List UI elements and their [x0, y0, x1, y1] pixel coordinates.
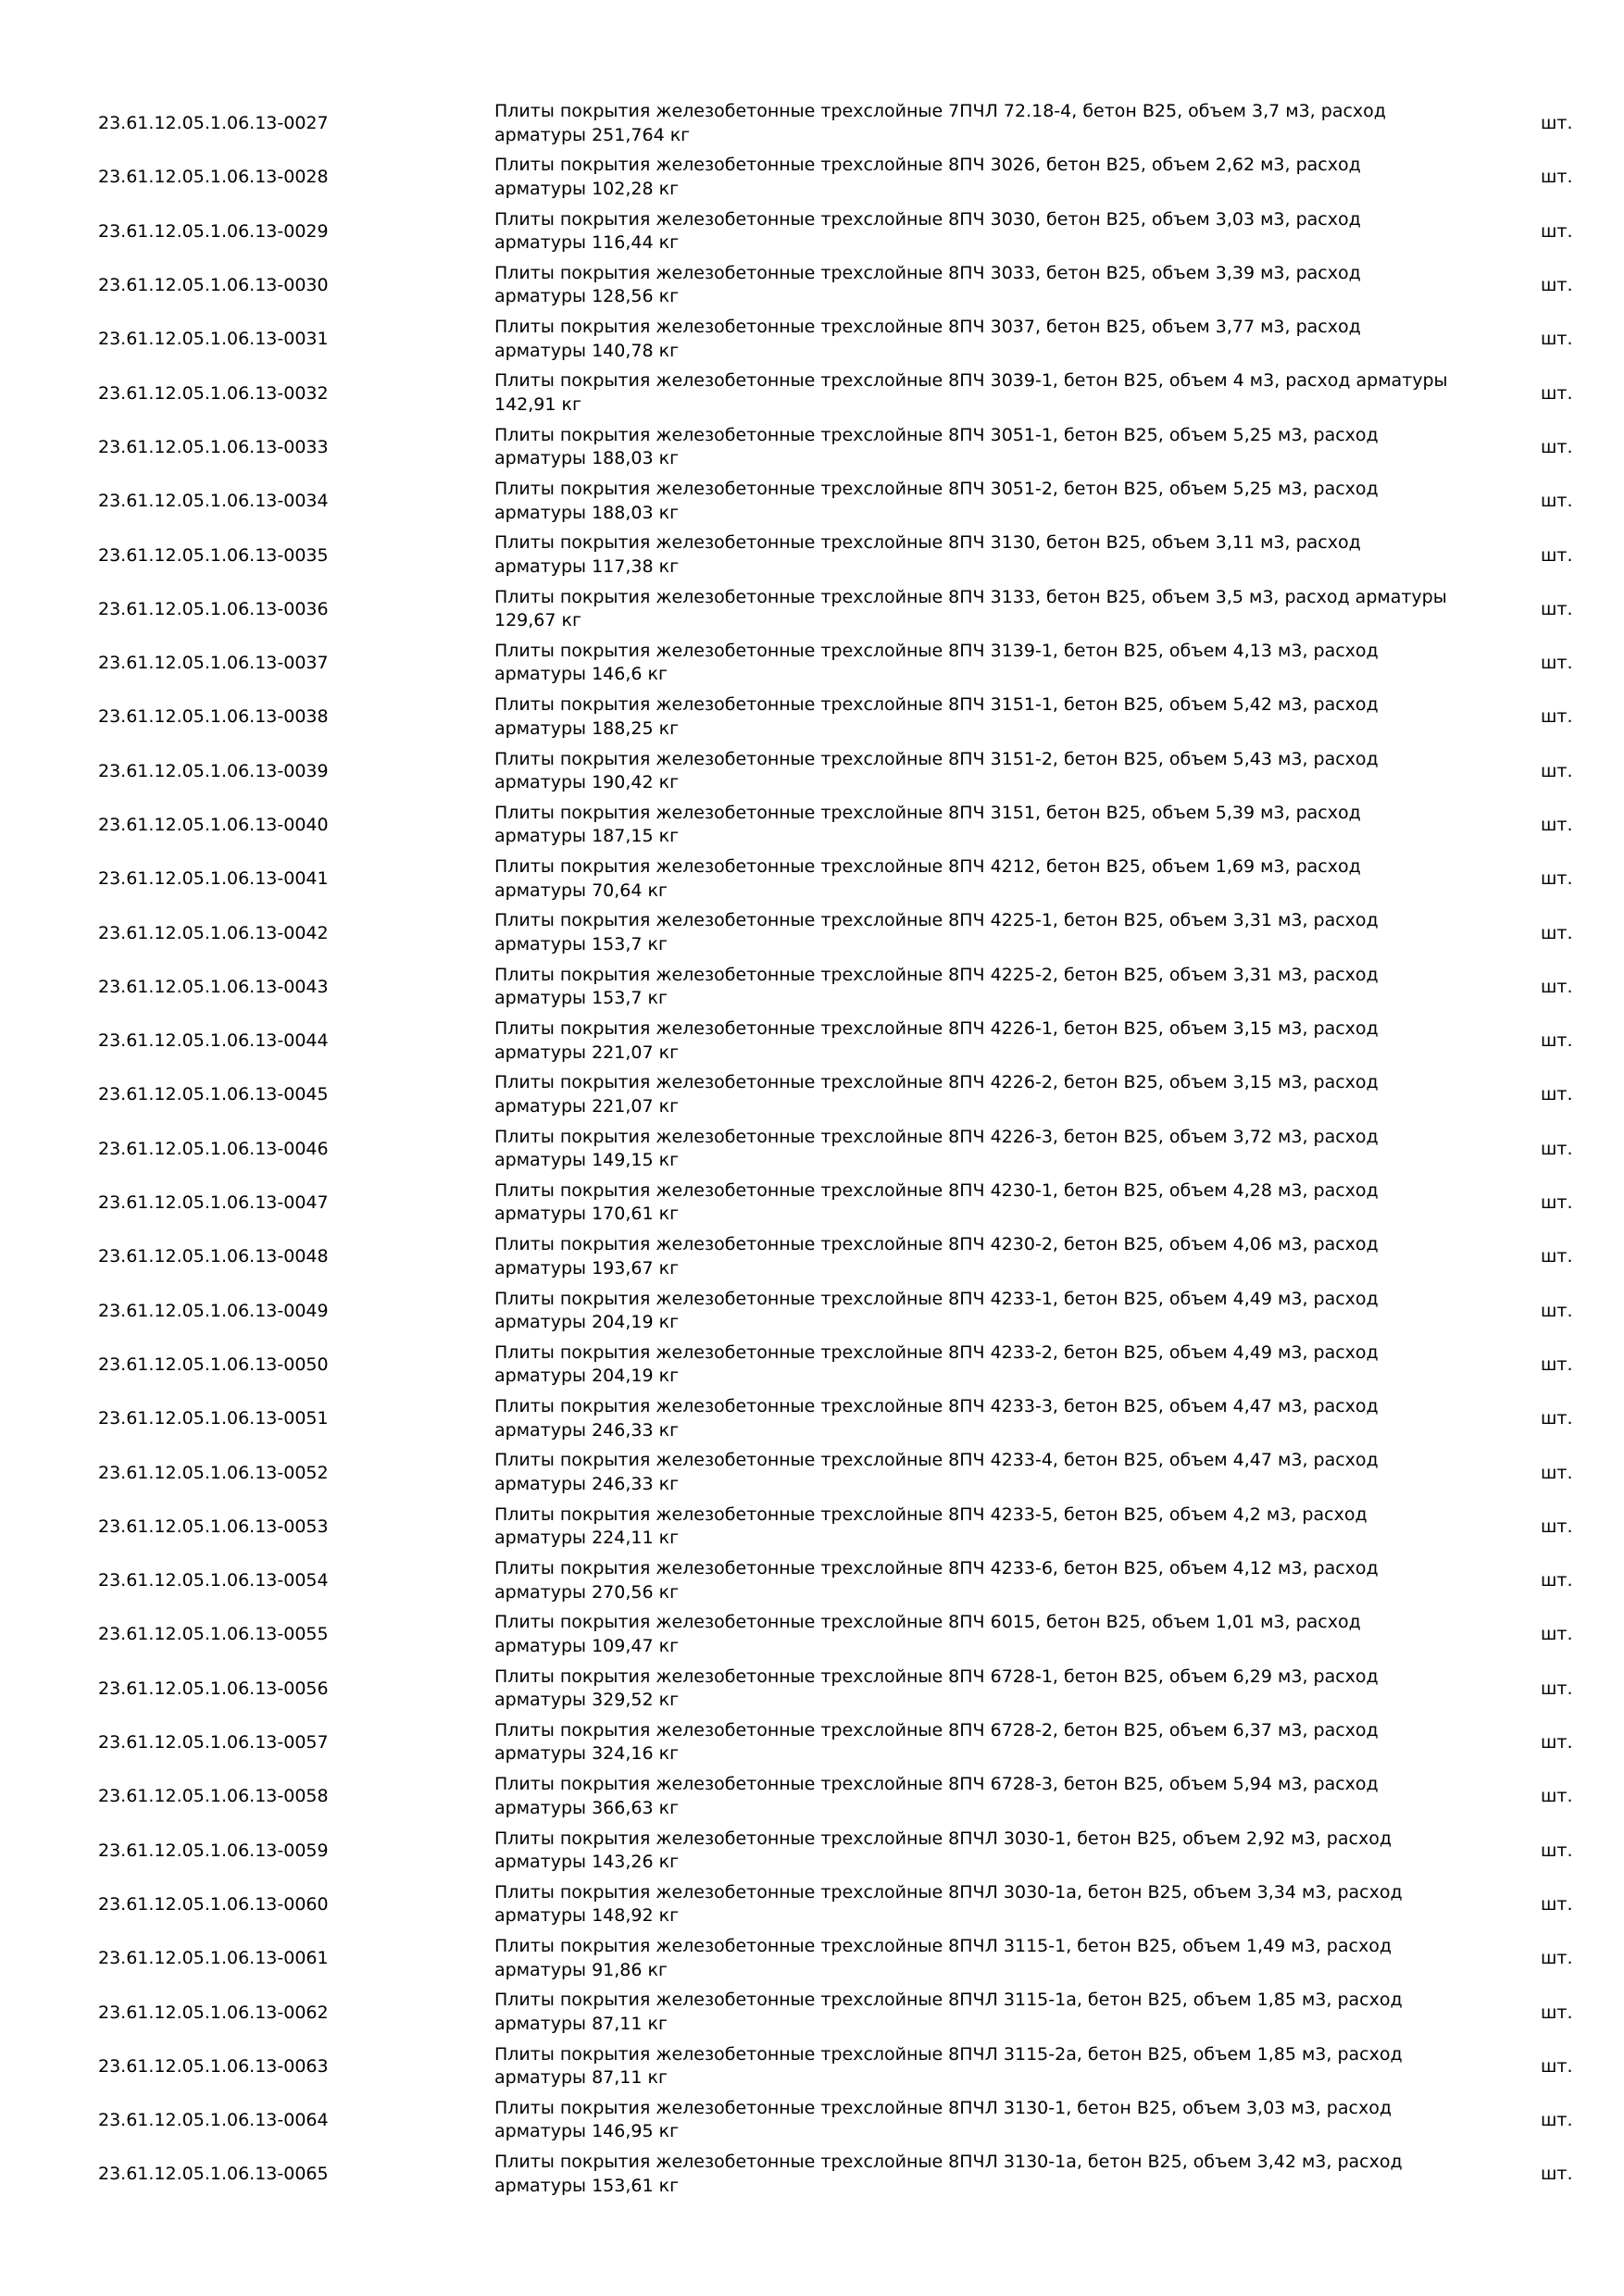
resource-code: 23.61.12.05.1.06.13-0046: [98, 1138, 329, 1159]
resource-description: [494, 1611, 1467, 1658]
table-row: [0, 150, 1624, 204]
description-line-2: арматуры 221,07 кг: [494, 1095, 680, 1117]
resource-description: [494, 1341, 1467, 1389]
unit-of-measure: шт.: [1541, 1516, 1573, 1537]
table-row: [0, 1769, 1624, 1823]
description-line-1: Плиты покрытия железобетонные трехслойные 8ПЧ 6728-2, бетон В25, объем 6,37 м3, расход: [494, 1719, 1379, 1741]
description-line-1: Плиты покрытия железобетонные трехслойные 8ПЧ 3037, бетон В25, объем 3,77 м3, расход: [494, 317, 1361, 338]
description-line-2: арматуры 146,95 кг: [494, 2121, 680, 2142]
unit-of-measure: шт.: [1541, 382, 1573, 404]
resource-code: 23.61.12.05.1.06.13-0036: [98, 598, 329, 619]
description-line-1: Плиты покрытия железобетонные трехслойные 8ПЧ 4233-4, бетон В25, объем 4,47 м3, расход: [494, 1450, 1379, 1471]
table-row: [0, 2147, 1624, 2201]
table-row: [0, 690, 1624, 743]
unit-of-measure: шт.: [1541, 275, 1573, 296]
unit-of-measure: шт.: [1541, 653, 1573, 674]
description-line-1: Плиты покрытия железобетонные трехслойные 8ПЧ 3130, бетон В25, объем 3,11 м3, расход: [494, 532, 1361, 554]
resource-code: 23.61.12.05.1.06.13-0051: [98, 1408, 329, 1429]
resource-code: 23.61.12.05.1.06.13-0042: [98, 922, 329, 943]
description-line-2: арматуры 87,11 кг: [494, 2067, 668, 2089]
description-line-2: арматуры 188,03 кг: [494, 502, 680, 523]
resource-code: 23.61.12.05.1.06.13-0064: [98, 2110, 329, 2131]
table-row: [0, 1716, 1624, 1769]
description-line-1: Плиты покрытия железобетонные трехслойные 8ПЧ 4226-2, бетон В25, объем 3,15 м3, расход: [494, 1072, 1379, 1093]
description-line-2: арматуры 246,33 кг: [494, 1419, 680, 1441]
description-line-1: Плиты покрытия железобетонные трехслойные 8ПЧ 3139-1, бетон В25, объем 4,13 м3, расход: [494, 640, 1379, 661]
description-line-1: Плиты покрытия железобетонные трехслойные 8ПЧ 3033, бетон В25, объем 3,39 м3, расход: [494, 262, 1361, 283]
resource-description: [494, 1449, 1467, 1496]
resource-description: [494, 802, 1467, 849]
unit-of-measure: шт.: [1541, 329, 1573, 350]
resource-code: 23.61.12.05.1.06.13-0037: [98, 653, 329, 674]
description-line-1: Плиты покрытия железобетонные трехслойные 8ПЧ 6728-1, бетон В25, объем 6,29 м3, расход: [494, 1666, 1379, 1687]
resource-description: [494, 2151, 1467, 2198]
unit-of-measure: шт.: [1541, 1300, 1573, 1321]
table-row: [0, 1662, 1624, 1716]
resource-description: [494, 1504, 1467, 1551]
description-line-1: Плиты покрытия железобетонные трехслойные 8ПЧ 4233-5, бетон В25, объем 4,2 м3, расход: [494, 1504, 1368, 1525]
resource-description: [494, 1989, 1467, 2036]
description-line-2: арматуры 324,16 кг: [494, 1743, 680, 1765]
table-row: [0, 960, 1624, 1014]
table-row: [0, 582, 1624, 636]
resource-code: 23.61.12.05.1.06.13-0034: [98, 491, 329, 512]
description-line-2: арматуры 109,47 кг: [494, 1635, 680, 1656]
resource-description: [494, 369, 1467, 417]
resource-description: [494, 1828, 1467, 1875]
description-line-2: арматуры 204,19 кг: [494, 1366, 680, 1387]
description-line-2: арматуры 148,92 кг: [494, 1905, 680, 1927]
description-line-1: Плиты покрытия железобетонные трехслойные 8ПЧ 3051-2, бетон В25, объем 5,25 м3, расход: [494, 479, 1379, 500]
description-line-1: Плиты покрытия железобетонные трехслойные 8ПЧ 4233-2, бетон В25, объем 4,49 м3, расход: [494, 1341, 1379, 1363]
description-line-2: арматуры 153,7 кг: [494, 933, 668, 955]
resource-code: 23.61.12.05.1.06.13-0039: [98, 760, 329, 781]
resource-code: 23.61.12.05.1.06.13-0030: [98, 275, 329, 296]
resource-description: [494, 1017, 1467, 1065]
description-line-2: арматуры 246,33 кг: [494, 1473, 680, 1494]
resource-description: [494, 1395, 1467, 1442]
description-line-1: Плиты покрытия железобетонные трехслойные 8ПЧ 3030, бетон В25, объем 3,03 м3, расход: [494, 208, 1361, 230]
resource-description: [494, 1126, 1467, 1173]
description-line-2: арматуры 251,764 кг: [494, 124, 691, 145]
unit-of-measure: шт.: [1541, 544, 1573, 566]
description-line-2: арматуры 188,25 кг: [494, 718, 680, 739]
resource-code: 23.61.12.05.1.06.13-0043: [98, 976, 329, 997]
resource-description: [494, 1071, 1467, 1118]
table-row: [0, 1176, 1624, 1229]
resource-description: [494, 1881, 1467, 1928]
resource-code: 23.61.12.05.1.06.13-0040: [98, 815, 329, 835]
resource-code: 23.61.12.05.1.06.13-0032: [98, 382, 329, 404]
description-line-2: арматуры 190,42 кг: [494, 772, 680, 793]
description-line-2: арматуры 270,56 кг: [494, 1581, 680, 1603]
resource-code: 23.61.12.05.1.06.13-0057: [98, 1732, 329, 1753]
description-line-1: Плиты покрытия железобетонные трехслойные 8ПЧ 4226-3, бетон В25, объем 3,72 м3, расход: [494, 1126, 1379, 1147]
unit-of-measure: шт.: [1541, 1840, 1573, 1861]
description-line-1: Плиты покрытия железобетонные трехслойные 7ПЧЛ 72.18-4, бетон В25, объем 3,7 м3, расход: [494, 101, 1386, 121]
description-line-1: Плиты покрытия железобетонные трехслойные 8ПЧЛ 3030-1, бетон В25, объем 2,92 м3, расход: [494, 1828, 1392, 1849]
resource-description: [494, 1557, 1467, 1604]
unit-of-measure: шт.: [1541, 815, 1573, 835]
table-row: [0, 1554, 1624, 1607]
resource-description: [494, 964, 1467, 1011]
description-line-1: Плиты покрытия железобетонные трехслойные 8ПЧ 3151-2, бетон В25, объем 5,43 м3, расход: [494, 748, 1379, 769]
description-line-1: Плиты покрытия железобетонные трехслойные 8ПЧ 4230-1, бетон В25, объем 4,28 м3, расход: [494, 1179, 1379, 1201]
table-row: [0, 1229, 1624, 1283]
resource-description: [494, 1773, 1467, 1820]
description-line-2: арматуры 146,6 кг: [494, 664, 668, 685]
description-line-2: арматуры 366,63 кг: [494, 1797, 680, 1818]
unit-of-measure: шт.: [1541, 1893, 1573, 1915]
unit-of-measure: шт.: [1541, 1678, 1573, 1699]
resource-description: [494, 1288, 1467, 1335]
description-line-1: Плиты покрытия железобетонные трехслойные 8ПЧ 4233-1, бетон В25, объем 4,49 м3, расход: [494, 1288, 1379, 1309]
description-line-2: арматуры 187,15 кг: [494, 826, 680, 847]
table-row: [0, 1391, 1624, 1445]
description-line-1: Плиты покрытия железобетонные трехслойные 8ПЧ 4233-3, бетон В25, объем 4,47 м3, расход: [494, 1396, 1379, 1417]
resource-code: 23.61.12.05.1.06.13-0045: [98, 1084, 329, 1105]
resource-description: [494, 1719, 1467, 1766]
resource-code: 23.61.12.05.1.06.13-0035: [98, 544, 329, 566]
description-line-1: Плиты покрытия железобетонные трехслойные 8ПЧ 6728-3, бетон В25, объем 5,94 м3, расход: [494, 1774, 1379, 1795]
table-row: [0, 2040, 1624, 2093]
resource-description: [494, 478, 1467, 525]
table-row: [0, 1122, 1624, 1176]
description-line-2: арматуры 116,44 кг: [494, 232, 680, 254]
resource-code: 23.61.12.05.1.06.13-0038: [98, 706, 329, 728]
unit-of-measure: шт.: [1541, 922, 1573, 943]
unit-of-measure: шт.: [1541, 1354, 1573, 1375]
description-line-1: Плиты покрытия железобетонные трехслойные 8ПЧ 3039-1, бетон В25, объем 4 м3, расход арматуры: [494, 370, 1448, 392]
description-line-1: Плиты покрытия железобетонные трехслойные 8ПЧ 4233-6, бетон В25, объем 4,12 м3, расход: [494, 1558, 1379, 1579]
table-row: [0, 744, 1624, 798]
description-line-2: 129,67 кг: [494, 610, 581, 631]
resource-code: 23.61.12.05.1.06.13-0062: [98, 2002, 329, 2023]
table-row: [0, 1931, 1624, 1985]
resource-code: 23.61.12.05.1.06.13-0027: [98, 113, 329, 134]
table-row: [0, 1067, 1624, 1121]
document-page: [0, 96, 1624, 2202]
resource-description: [494, 531, 1467, 579]
unit-of-measure: шт.: [1541, 436, 1573, 457]
resource-code: 23.61.12.05.1.06.13-0050: [98, 1354, 329, 1375]
resource-code: 23.61.12.05.1.06.13-0053: [98, 1516, 329, 1537]
unit-of-measure: шт.: [1541, 2002, 1573, 2023]
table-row: [0, 205, 1624, 258]
resource-description: [494, 855, 1467, 903]
resource-description: [494, 748, 1467, 795]
description-line-2: арматуры 117,38 кг: [494, 555, 680, 577]
resource-code: 23.61.12.05.1.06.13-0065: [98, 2164, 329, 2185]
resource-code: 23.61.12.05.1.06.13-0059: [98, 1840, 329, 1861]
description-line-2: арматуры 170,61 кг: [494, 1204, 680, 1225]
table-row: [0, 258, 1624, 312]
unit-of-measure: шт.: [1541, 868, 1573, 890]
description-line-2: арматуры 70,64 кг: [494, 880, 668, 901]
unit-of-measure: шт.: [1541, 1462, 1573, 1483]
description-line-1: Плиты покрытия железобетонные трехслойные 8ПЧ 3026, бетон В25, объем 2,62 м3, расход: [494, 155, 1361, 176]
description-line-2: арматуры 204,19 кг: [494, 1312, 680, 1333]
table-row: [0, 852, 1624, 905]
description-line-1: Плиты покрытия железобетонные трехслойные 8ПЧЛ 3115-1а, бетон В25, объем 1,85 м3, расход: [494, 1990, 1403, 2011]
description-line-1: Плиты покрытия железобетонные трехслойные 8ПЧЛ 3030-1а, бетон В25, объем 3,34 м3, расход: [494, 1881, 1403, 1903]
resource-code: 23.61.12.05.1.06.13-0041: [98, 868, 329, 890]
unit-of-measure: шт.: [1541, 1948, 1573, 1969]
resource-description: [494, 100, 1467, 147]
unit-of-measure: шт.: [1541, 1570, 1573, 1591]
table-row: [0, 798, 1624, 852]
unit-of-measure: шт.: [1541, 113, 1573, 134]
resource-description: [494, 154, 1467, 201]
description-line-1: Плиты покрытия железобетонные трехслойные 8ПЧЛ 3115-2а, бетон В25, объем 1,85 м3, расход: [494, 2043, 1403, 2065]
description-line-1: Плиты покрытия железобетонные трехслойные 8ПЧ 4225-2, бетон В25, объем 3,31 м3, расход: [494, 964, 1379, 985]
resource-code: 23.61.12.05.1.06.13-0054: [98, 1570, 329, 1591]
unit-of-measure: шт.: [1541, 491, 1573, 512]
table-row: [0, 1985, 1624, 2039]
unit-of-measure: шт.: [1541, 1084, 1573, 1105]
resource-code: 23.61.12.05.1.06.13-0028: [98, 167, 329, 188]
unit-of-measure: шт.: [1541, 976, 1573, 997]
description-line-1: Плиты покрытия железобетонные трехслойные 8ПЧЛ 3130-1а, бетон В25, объем 3,42 м3, расход: [494, 2152, 1403, 2173]
table-row: [0, 1338, 1624, 1391]
resource-description: [494, 1666, 1467, 1713]
resource-code: 23.61.12.05.1.06.13-0048: [98, 1246, 329, 1267]
resource-description: [494, 2043, 1467, 2090]
table-row: [0, 1284, 1624, 1338]
description-line-2: арматуры 87,11 кг: [494, 2013, 668, 2034]
description-line-2: арматуры 143,26 кг: [494, 1852, 680, 1872]
table-row: [0, 96, 1624, 150]
resource-code: 23.61.12.05.1.06.13-0058: [98, 1786, 329, 1807]
description-line-1: Плиты покрытия железобетонные трехслойные 8ПЧ 6015, бетон В25, объем 1,01 м3, расход: [494, 1612, 1361, 1633]
description-line-2: арматуры 188,03 кг: [494, 448, 680, 469]
resource-description: [494, 586, 1467, 633]
table-row: [0, 1014, 1624, 1067]
unit-of-measure: шт.: [1541, 1732, 1573, 1753]
resource-code: 23.61.12.05.1.06.13-0044: [98, 1030, 329, 1052]
description-line-2: 142,91 кг: [494, 393, 581, 415]
description-line-2: арматуры 153,61 кг: [494, 2175, 680, 2196]
unit-of-measure: шт.: [1541, 1246, 1573, 1267]
resource-code: 23.61.12.05.1.06.13-0063: [98, 2055, 329, 2077]
unit-of-measure: шт.: [1541, 706, 1573, 728]
table-row: [0, 420, 1624, 474]
unit-of-measure: шт.: [1541, 1408, 1573, 1429]
resource-description: [494, 640, 1467, 687]
resource-code: 23.61.12.05.1.06.13-0033: [98, 436, 329, 457]
description-line-2: арматуры 221,07 кг: [494, 1042, 680, 1063]
table-row: [0, 1445, 1624, 1499]
table-row: [0, 1878, 1624, 1931]
unit-of-measure: шт.: [1541, 167, 1573, 188]
resource-description: [494, 909, 1467, 956]
description-line-2: арматуры 193,67 кг: [494, 1257, 680, 1279]
description-line-1: Плиты покрытия железобетонные трехслойные 8ПЧ 3051-1, бетон В25, объем 5,25 м3, расход: [494, 424, 1379, 445]
resource-code: 23.61.12.05.1.06.13-0047: [98, 1192, 329, 1214]
unit-of-measure: шт.: [1541, 2110, 1573, 2131]
unit-of-measure: шт.: [1541, 220, 1573, 242]
resource-description: [494, 262, 1467, 309]
description-line-1: Плиты покрытия железобетонные трехслойные 8ПЧ 3151-1, бетон В25, объем 5,42 м3, расход: [494, 694, 1379, 716]
description-line-1: Плиты покрытия железобетонные трехслойные 8ПЧЛ 3115-1, бетон В25, объем 1,49 м3, расход: [494, 1936, 1392, 1957]
description-line-2: арматуры 149,15 кг: [494, 1150, 680, 1171]
description-line-1: Плиты покрытия железобетонные трехслойные 8ПЧ 3133, бетон В25, объем 3,5 м3, расход арматуры: [494, 586, 1447, 607]
description-line-2: арматуры 224,11 кг: [494, 1528, 680, 1549]
unit-of-measure: шт.: [1541, 1786, 1573, 1807]
resource-code: 23.61.12.05.1.06.13-0056: [98, 1678, 329, 1699]
table-row: [0, 366, 1624, 419]
table-row: [0, 2093, 1624, 2147]
table-row: [0, 474, 1624, 528]
description-line-2: арматуры 91,86 кг: [494, 1959, 668, 1980]
resource-description: [494, 1179, 1467, 1227]
description-line-1: Плиты покрытия железобетонные трехслойные 8ПЧ 4230-2, бетон В25, объем 4,06 м3, расход: [494, 1234, 1379, 1255]
description-line-2: арматуры 140,78 кг: [494, 340, 680, 361]
resource-description: [494, 424, 1467, 471]
description-line-1: Плиты покрытия железобетонные трехслойные 8ПЧ 4225-1, бетон В25, объем 3,31 м3, расход: [494, 910, 1379, 931]
unit-of-measure: шт.: [1541, 1192, 1573, 1214]
description-line-2: арматуры 329,52 кг: [494, 1690, 680, 1711]
resource-code: 23.61.12.05.1.06.13-0049: [98, 1300, 329, 1321]
description-line-1: Плиты покрытия железобетонные трехслойные 8ПЧЛ 3130-1, бетон В25, объем 3,03 м3, расход: [494, 2097, 1392, 2118]
table-row: [0, 1607, 1624, 1661]
resource-code: 23.61.12.05.1.06.13-0055: [98, 1624, 329, 1645]
resource-description: [494, 1233, 1467, 1280]
resource-code: 23.61.12.05.1.06.13-0029: [98, 220, 329, 242]
resource-description: [494, 693, 1467, 741]
resource-code: 23.61.12.05.1.06.13-0060: [98, 1893, 329, 1915]
description-line-1: Плиты покрытия железобетонные трехслойные 8ПЧ 3151, бетон В25, объем 5,39 м3, расход: [494, 802, 1361, 823]
resource-description: [494, 316, 1467, 363]
resource-code: 23.61.12.05.1.06.13-0031: [98, 329, 329, 350]
table-row: [0, 1500, 1624, 1554]
table-row: [0, 312, 1624, 366]
unit-of-measure: шт.: [1541, 760, 1573, 781]
table-row: [0, 636, 1624, 690]
unit-of-measure: шт.: [1541, 2055, 1573, 2077]
unit-of-measure: шт.: [1541, 1138, 1573, 1159]
description-line-2: арматуры 128,56 кг: [494, 286, 680, 307]
resource-code: 23.61.12.05.1.06.13-0052: [98, 1462, 329, 1483]
table-row: [0, 905, 1624, 959]
table-row: [0, 528, 1624, 581]
description-line-1: Плиты покрытия железобетонные трехслойные 8ПЧ 4226-1, бетон В25, объем 3,15 м3, расход: [494, 1018, 1379, 1040]
unit-of-measure: шт.: [1541, 598, 1573, 619]
resource-description: [494, 208, 1467, 256]
description-line-2: арматуры 102,28 кг: [494, 178, 680, 199]
description-line-1: Плиты покрытия железобетонные трехслойные 8ПЧ 4212, бетон В25, объем 1,69 м3, расход: [494, 856, 1361, 878]
resource-description: [494, 2097, 1467, 2144]
resource-code: 23.61.12.05.1.06.13-0061: [98, 1948, 329, 1969]
unit-of-measure: шт.: [1541, 2164, 1573, 2185]
description-line-2: арматуры 153,7 кг: [494, 988, 668, 1009]
table-row: [0, 1824, 1624, 1878]
unit-of-measure: шт.: [1541, 1030, 1573, 1052]
resource-description: [494, 1935, 1467, 1982]
unit-of-measure: шт.: [1541, 1624, 1573, 1645]
